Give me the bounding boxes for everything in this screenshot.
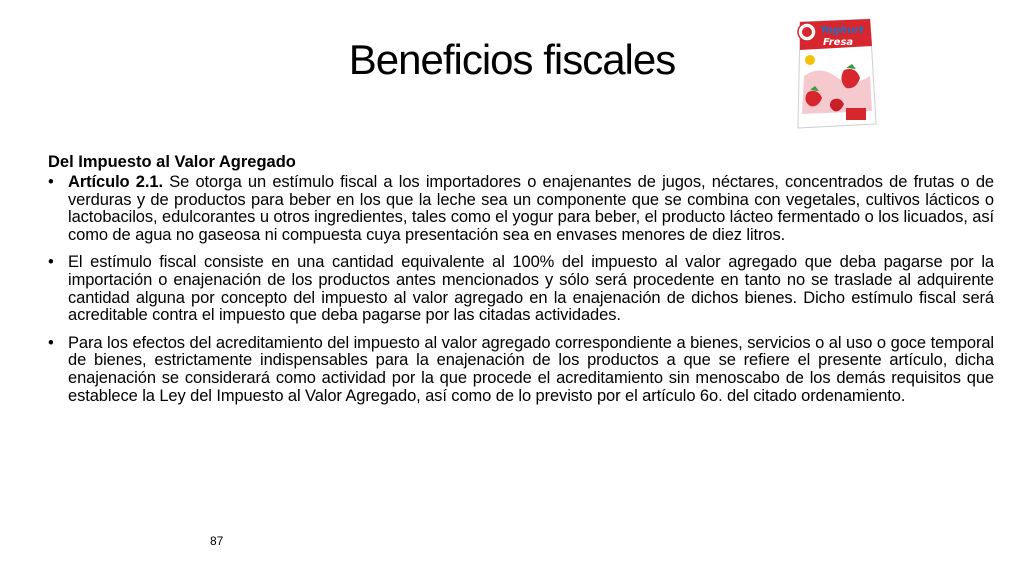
slide-number: 87 (210, 534, 224, 548)
list-item (48, 174, 994, 244)
list-item (48, 335, 994, 405)
section-heading: Del Impuesto al Valor Agregado (48, 153, 296, 171)
bullet-icon: • (48, 333, 54, 352)
article-reference: Artículo 2.1. (68, 173, 163, 191)
list-item (48, 254, 994, 324)
slide-title: Beneficios fiscales (348, 36, 676, 83)
bullet-icon: • (48, 253, 54, 272)
bullet-icon: • (48, 173, 54, 191)
yoghurt-product-image (790, 16, 880, 132)
flavor-label: Fresa (823, 37, 854, 48)
brand-label: Yoghurt (820, 25, 864, 36)
list-item-text: Para los efectos del acreditamiento del impuesto al valor agregado correspondiente a bienes, servicios o al uso o goce temporal de bienes, estrictamente indispensables para la enajenación de los productos a que se refiere el presente artículo, dicha enajenación se considerará como actividad por la que procede el acreditamiento sin menoscabo de los demás requisitos que establece la Ley del Impuesto al Valor Agregado, así como de lo previsto por el artículo 6o. del citado ordenamiento. (68, 333, 994, 405)
list-item-text: Se otorga un estímulo fiscal a los importadores o enajenantes de jugos, néctares, concentrados de frutas o de verduras y de productos para beber en los que la leche sea un componente que se combina con vegetales, cultivos lácticos o lactobacilos, edulcorantes u otros ingredientes, tales como el yogur para beber, el producto lácteo fermentado o los licuados, así como de agua no gaseosa ni compuesta cuya presentación sea en envases menores de diez litros. (68, 173, 995, 244)
bullet-list (48, 174, 994, 405)
content-body (48, 152, 994, 415)
list-item-text: El estímulo fiscal consiste en una cantidad equivalente al 100% del impuesto al valor agregado que deba pagarse por la importación o enajenación de los productos antes mencionados y sólo será procedente en tanto no se traslade al adquirente cantidad alguna por concepto del impuesto al valor agregado en la enajenación de dichos bienes. Dicho estímulo fiscal será acreditable contra el impuesto que deba pagarse por las citadas actividades. (68, 253, 994, 325)
